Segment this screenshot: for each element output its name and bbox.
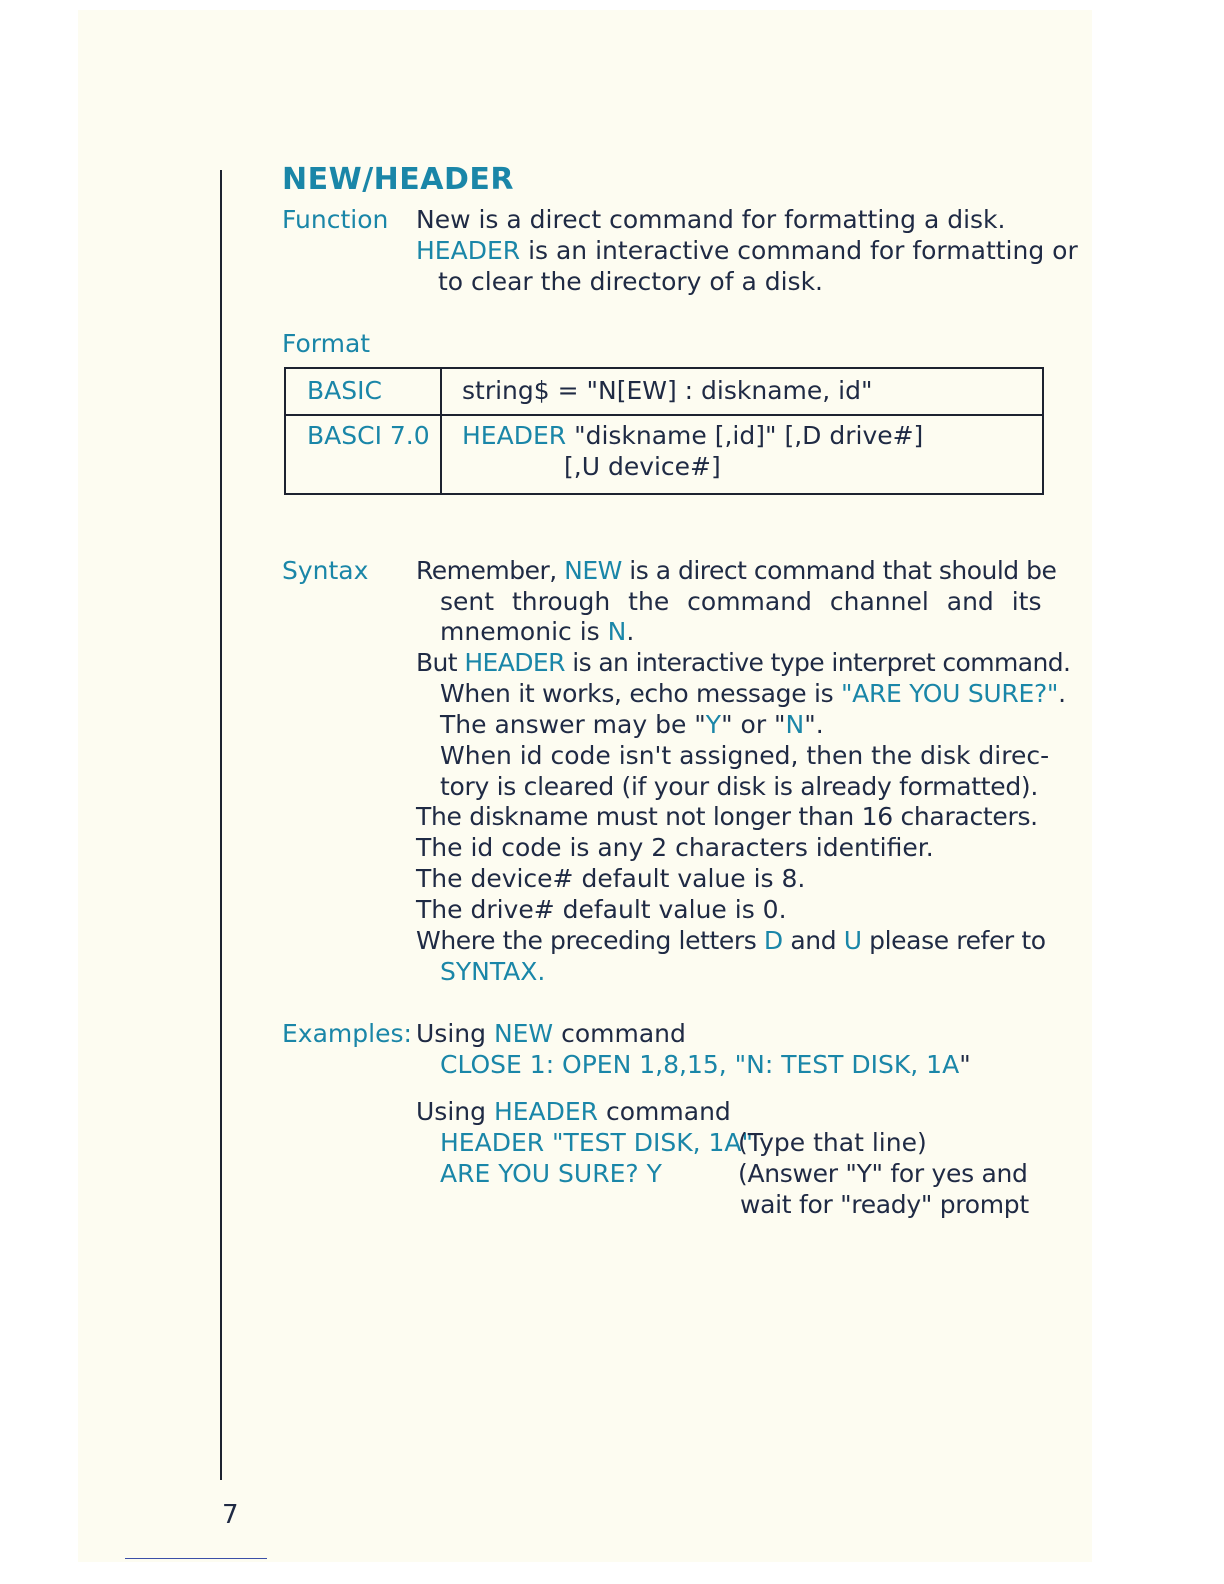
syntax-line-2: sent through the command channel and its [440, 587, 1042, 616]
function-line-2: HEADER is an interactive command for formatting or [416, 236, 1078, 265]
syntax-line-12: The drive# default value is 0. [416, 895, 787, 924]
syntax-line-13: Where the preceding letters D and U please refer to [416, 926, 1046, 955]
syntax-line-9: The diskname must not longer than 16 characters. [416, 802, 1038, 831]
syntax-line-3: mnemonic is N. [440, 617, 635, 646]
syntax-line-1: Remember, NEW is a direct command that should be [416, 556, 1057, 585]
format-syntax-basic7-cont: [,U device#] [564, 452, 721, 481]
example-new-intro: Using NEW command [416, 1019, 686, 1048]
table-divider-vertical [440, 369, 442, 493]
function-line-1: New is a direct command for formatting a disk. [416, 205, 1006, 234]
format-dialect-basic7: BASCI 7.0 [307, 421, 430, 450]
format-dialect-basic: BASIC [307, 376, 382, 405]
header-keyword: HEADER [416, 236, 521, 265]
example-header-note: (Type that line) [738, 1128, 927, 1157]
section-heading: NEW/HEADER [282, 162, 514, 197]
syntax-line-7: When id code isn't assigned, then the disk direc- [440, 741, 1050, 770]
table-divider-horizontal [286, 414, 1042, 416]
format-syntax-basic: string$ = "N[EW] : diskname, id" [462, 376, 873, 405]
example-header-code: HEADER "TEST DISK, 1A" [440, 1128, 754, 1157]
syntax-line-4: But HEADER is an interactive type interpret command. [416, 648, 1071, 677]
format-label: Format [282, 329, 371, 358]
syntax-line-14: SYNTAX. [440, 957, 546, 986]
example-answer-note-2: wait for "ready" prompt [740, 1190, 1029, 1219]
syntax-label: Syntax [282, 556, 369, 585]
syntax-line-8: tory is cleared (if your disk is already formatted). [440, 772, 1039, 801]
syntax-line-6: The answer may be "Y" or "N". [440, 710, 824, 739]
margin-rule [220, 170, 222, 1480]
example-new-code: CLOSE 1: OPEN 1,8,15, "N: TEST DISK, 1A" [440, 1050, 971, 1079]
bottom-edge-line [125, 1558, 267, 1559]
example-answer-note-1: (Answer "Y" for yes and [738, 1159, 1028, 1188]
syntax-line-11: The device# default value is 8. [416, 864, 806, 893]
function-label: Function [282, 205, 389, 234]
syntax-line-10: The id code is any 2 characters identifier. [416, 833, 934, 862]
examples-label: Examples: [282, 1019, 412, 1048]
example-header-intro: Using HEADER command [416, 1097, 731, 1126]
page-number: 7 [222, 1500, 239, 1530]
format-syntax-basic7: HEADER "diskname [,id]" [,D drive#] [462, 421, 924, 450]
example-answer-code: ARE YOU SURE? Y [440, 1159, 662, 1188]
syntax-line-5: When it works, echo message is "ARE YOU SURE?". [440, 679, 1066, 708]
function-line-3: to clear the directory of a disk. [438, 267, 823, 296]
